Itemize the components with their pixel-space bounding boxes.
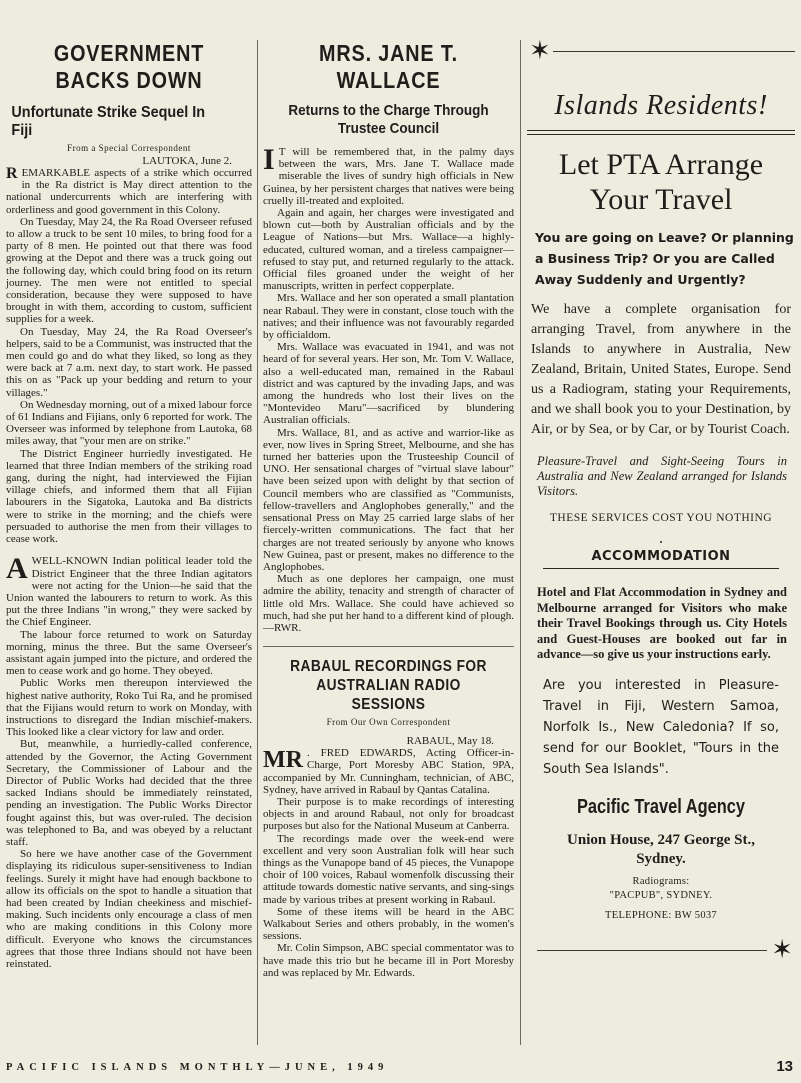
- agency-address: Union House, 247 George St.,: [567, 831, 755, 848]
- ad-body: We have a complete organisation for arranging Travel, from anywhere in the Islands to anywhere in Australia, New Zealand, Britain, United States, Europe. Send us a Radiogram, stating your Requirements, and we shall book you to your Destination, by Air, or by Sea, or by Car, or by Tourist Coach.: [531, 302, 791, 437]
- dateline: RABAUL, May 18.: [406, 735, 494, 748]
- headline: MRS. JANE T. WALLACE: [319, 40, 458, 93]
- drop-cap: I: [263, 143, 275, 176]
- drop-cap: MR: [263, 747, 303, 774]
- agency-name: Pacific Travel Agency: [576, 795, 746, 818]
- paragraph: Mr. Colin Simpson, ABC special commentator was to have made this trio but he became ill in Port Moresby and was replaced by Mr. Edwards.: [263, 942, 514, 979]
- dot-ornament: •: [659, 538, 663, 547]
- headline: GOVERNMENT BACKS DOWN: [53, 40, 205, 93]
- paragraph: MR . FRED EDWARDS, Acting Officer-in-Charge, Port Moresby ABC Station, 9PA, accompanied by Mr. Cunningham, technician, of ABC, Sydney, have arrived in Rabaul by Qantas Catalina.: [263, 747, 514, 796]
- ornament-rule: [527, 934, 795, 965]
- article-government-backs-down: [6, 0, 252, 970]
- article-separator: [263, 646, 514, 647]
- ornament-rule: [527, 38, 795, 64]
- paragraph: Some of these items will be heard in the ABC Walkabout Series and others probably, in the women's sessions.: [263, 905, 514, 943]
- heading-underline: [543, 568, 779, 569]
- paragraph: Again and again, her charges were investigated and blown cut—both by Australian officials and by the League of Nations—but Mrs. Wallace—a highly-educated, cultured woman, and a tireless campaigner—refused to stay put, and returned regularly to the attack. Official files groaned under the weight of her manuscripts, written in perfect copperplate.: [263, 207, 514, 293]
- drop-cap: A: [6, 552, 28, 586]
- paragraph: Mrs. Wallace and her son operated a small plantation near Rabaul. They were in constant, close touch with the natives; and their influence was not favourably regarded by officialdom.: [263, 292, 514, 342]
- paragraph: I T will be remembered that, in the palmy days between the wars, Mrs. Jane T. Wallace made miserable the lives of sundry high officials in New Guinea, by her persistent charges that natives were being cruelly ill-treated and exploited.: [263, 143, 514, 207]
- agency-city: Sydney.: [636, 850, 686, 867]
- ad-questions: You are going on Leave? Or planning a Business Trip? Or you are Called Away Suddenly and Urgently?: [535, 230, 794, 287]
- paragraph: Mrs. Wallace was evacuated in 1941, and was not heard of for several years. Her son, Mr. Tom V. Wallace, also a well-educated man, remained in the Rabaul district and was captured by the invading Japs, and was among the hundreds who lost their lives on the "Montevideo Maru"—sacrificed by blundering Australian officials.: [263, 341, 514, 427]
- paragraph: R EMARKABLE aspects of a strike which occurred in the Ra district is May direct attention to the national undercurrents which are interfering with orderliness and good government in this Colony.: [6, 165, 252, 216]
- publication-line: PACIFIC ISLANDS MONTHLY—JUNE, 1949: [6, 1062, 389, 1073]
- article-body: [263, 747, 514, 979]
- accommodation-body: Hotel and Flat Accommodation in Sydney and Melbourne arranged for Visitors who make their Travel Bookings through us. City Hotels and Guest-Houses are booked out far in advance—so give us your instructions early.: [537, 585, 787, 661]
- paragraph: AWELL-KNOWN Indian political leader told the District Engineer that the three Indian agitators were not acting for the Union—he said that the Union wanted the labourers to return to work. As this put the three Indians "in wrong," they were sacked by the Chief Engineer.: [6, 552, 252, 629]
- drop-cap: R: [6, 165, 18, 182]
- ad-headline: Let PTA Arrange Your Travel: [558, 148, 764, 216]
- accommodation-heading: ACCOMMODATION: [591, 549, 731, 564]
- paragraph: On Wednesday morning, out of a mixed labour force of 61 Indians and Fijians, only 6 reported for work. The Overseer was informed by telephone from Lautoka, 68 miles away, that "your men are on strike.": [6, 398, 252, 448]
- travel-advertisement: [527, 0, 795, 963]
- column-divider: [520, 40, 521, 1045]
- article-body: [6, 167, 252, 970]
- dateline: LAUTOKA, June 2.: [142, 155, 232, 167]
- page-footer: [6, 1058, 795, 1078]
- page-number: 13: [776, 1058, 793, 1075]
- subhead: Returns to the Charge Through Trustee Council: [288, 102, 489, 137]
- headline: RABAUL RECORDINGS FOR AUSTRALIAN RADIO SESSIONS: [290, 658, 487, 714]
- article-jane-wallace: [263, 0, 514, 979]
- byline: From a Special Correspondent: [67, 143, 191, 153]
- paragraph: On Tuesday, May 24, the Ra Road Overseer refused to allow a truck to be sent 10 miles, to bring food for a party of 8 men. He pointed out that there was food growing at the Depot and there was a truck going out the following day, which could bring food on its return journey. The men were not entitled to special consideration, because they were supposed to have brought in with them, according to custom, sufficient supplies for a week.: [6, 215, 252, 326]
- ad-free-note: THESE SERVICES COST YOU NOTHING: [549, 512, 773, 524]
- paragraph: So here we have another case of the Government displaying its ridiculous super-sensitiveness to Indian feelings. Surely it might have had enough backbone to allow its officials on the spot to handle a situation that had been created by Indian cheekiness and mischief-making. Such incidents only encourage a class of men who are making conditions in this Colony more difficult. Everyone who knows the circumstances agrees that those three Indians should not have been reinstated.: [6, 848, 252, 970]
- paragraph: The District Engineer hurriedly investigated. He learned that three Indian members of the striking road gang, during the night, had interviewed the Fijian village chiefs, and informed them that all Fijian labourers in the Sigatoka, Lautoka and Ba districts were to strike in the morning; and the chiefs were persuaded to authorise the men from their villages to cease work.: [6, 447, 252, 546]
- telephone: TELEPHONE: BW 5037: [605, 909, 717, 921]
- article-body: [263, 143, 514, 634]
- paragraph: Mrs. Wallace, 81, and as active and warrior-like as ever, now lives in Spring Street, Melbourne, and she has turned her batteries upon the Trusteeship Council of UNO. Her sensational charges of "virtual slave labour" have been seized upon with delight by that section of Council members who are classified as "Communists, fellow-travellers and Anglophobes generally," and the sensational Press on May 25 carried large slabs of her fiercely-written communications. The fact that her charges are not treated seriously by anyone who knows New Guinea, past or present, makes no difference to the Anglophobes.: [263, 426, 514, 573]
- star-icon: ✶: [771, 934, 793, 965]
- column-divider: [257, 40, 258, 1045]
- star-icon: ✶: [529, 36, 551, 66]
- ad-title: Islands Residents!: [554, 90, 768, 121]
- paragraph: Much as one deplores her campaign, one must admire the ability, tenacity and strength of character of little old Mrs. Wallace. She could have achieved so much, had she put her hand to a different kind of plough.—RWR.: [263, 573, 514, 634]
- paragraph: Their purpose is to make recordings of interesting objects in and around Rabaul, not only for broadcast purposes but also for the National Museum at Canberra.: [263, 795, 514, 833]
- ad-tours: Pleasure-Travel and Sight-Seeing Tours in Australia and New Zealand arranged for Islands Visitors.: [537, 454, 787, 498]
- fiji-tours-text: Are you interested in Pleasure-Travel in Fiji, Western Samoa, Norfolk Is., New Caledonia? If so, send for our Booklet, "Tours in the South Sea Islands".: [543, 677, 779, 777]
- radiograms-address: "PACPUB", SYDNEY.: [609, 889, 713, 901]
- paragraph: The recordings made over the week-end were excellent and very soon Australian folk will hear such things as the Vunapope band of 45 pieces, the Vunapope choir of 100 voices, Rabaul womenfolk discussing their attitude towards domestic native servants, and sing-sings made by various tribes at present working in Rabaul.: [263, 832, 514, 906]
- byline: From Our Own Correspondent: [326, 717, 451, 728]
- paragraph: Public Works men thereupon interviewed the highest native authority, Roko Tui Ra, and he promised that the Fijians would return to work on Monday, with instructions to disregard the Indian mischief-makers. This looked like a clear victory for law and order.: [6, 677, 252, 739]
- paragraph: On Tuesday, May 24, the Ra Road Overseer's helpers, said to be a Communist, was instructed that the men could go and do what they liked, so long as they were back at 7 a.m. next day, to start work. He passed this on as "Pack up your bedding and return to your villages.": [6, 325, 252, 399]
- subhead: Unfortunate Strike Sequel In Fiji: [11, 104, 206, 139]
- paragraph: The labour force returned to work on Saturday morning, minus the three. But the same Overseer's assistant again jumped into the picture, and ordered the men to cease work and go home. They obeyed.: [6, 628, 252, 678]
- double-rule: [527, 130, 795, 135]
- paragraph: But, meanwhile, a hurriedly-called conference, attended by the Governor, the Acting Government Secretary, the Commissioner of Labour and the Director of Public Works had decided that the three sacked Indians should be immediately reinstated, pending an investigation. The Public Works Director fought against this, but was over-ruled. The decision was telephoned to Ba, and was obeyed by a reluctant staff.: [6, 738, 252, 848]
- radiograms-label: Radiograms:: [632, 875, 690, 887]
